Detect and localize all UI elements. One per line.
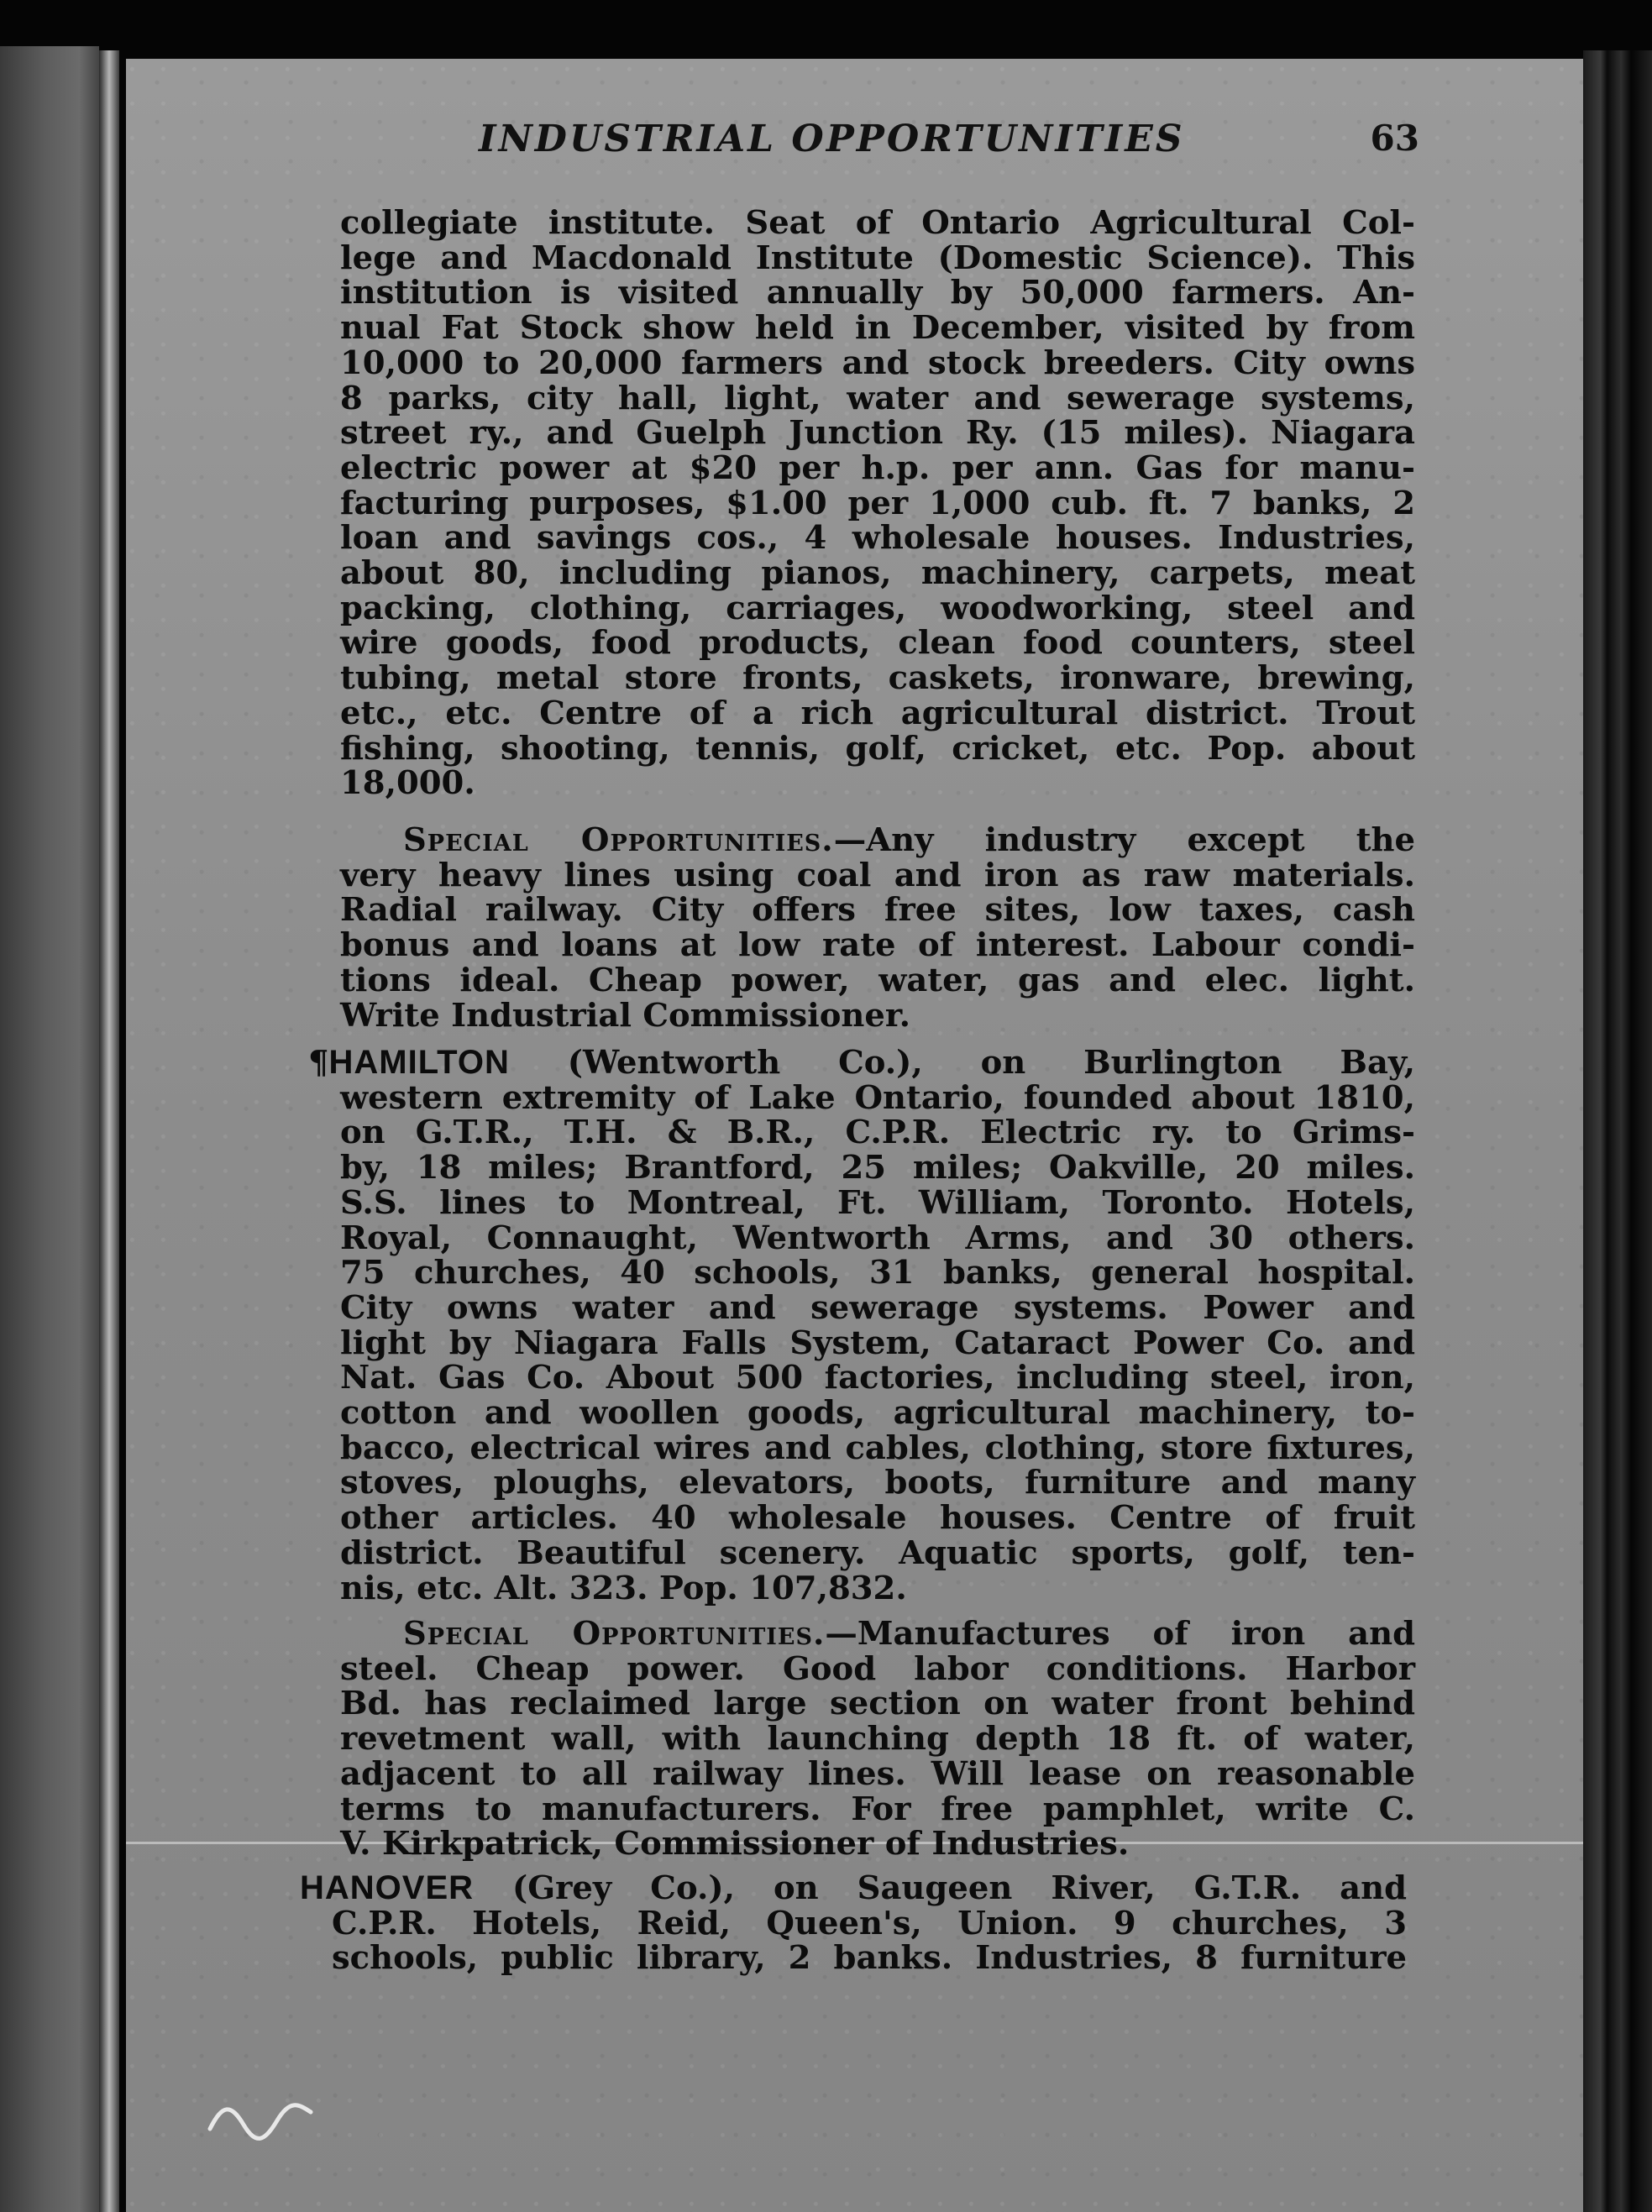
text-line: 8 parks, city hall, light, water and sewerage systems,: [340, 379, 1415, 417]
text-line: tubing, metal store fronts, caskets, ironware, brewing,: [340, 659, 1415, 698]
facing-page-edge: [0, 46, 99, 2212]
text-line: steel. Cheap power. Good labor conditions. Harbor: [340, 1649, 1415, 1688]
text-line: City owns water and sewerage systems. Power and: [340, 1288, 1415, 1327]
text-line: light by Niagara Falls System, Cataract Power Co. and: [340, 1324, 1415, 1362]
special-opportunities-text: —Manufactures of iron and: [825, 1615, 1416, 1653]
text-line: bacco, electrical wires and cables, clothing, store fixtures,: [340, 1428, 1415, 1467]
text-line: V. Kirkpatrick, Commissioner of Industries.: [340, 1825, 1130, 1863]
text-line: western extremity of Lake Ontario, founded about 1810,: [340, 1078, 1415, 1117]
text-line: [340, 823, 1415, 858]
text-line: Write Industrial Commissioner.: [340, 996, 911, 1035]
page-header: [479, 118, 1419, 176]
text-line: nual Fat Stock show held in December, visited by from: [340, 309, 1415, 348]
text-line: 10,000 to 20,000 farmers and stock breeders. City owns: [340, 343, 1415, 382]
text-line: lege and Macdonald Institute (Domestic Science). This: [340, 238, 1415, 277]
text-line: institution is visited annually by 50,000 farmers. An-: [340, 274, 1415, 312]
text-line: wire goods, food products, clean food counters, steel: [340, 624, 1415, 663]
hanover-entry: [300, 1869, 1407, 1978]
text-line: [340, 1617, 1415, 1652]
text-line: Bd. has reclaimed large section on water front behind: [340, 1685, 1415, 1723]
guelph-entry: [340, 206, 1415, 801]
book-gutter: [99, 50, 119, 2212]
scribble-mark: [206, 2095, 315, 2146]
page-stack-edge: [1583, 50, 1652, 2212]
text-line: tions ideal. Cheap power, water, gas and elec. light.: [340, 961, 1415, 999]
text-line: fishing, shooting, tennis, golf, cricket, etc. Pop. about: [340, 729, 1415, 768]
special-opportunities-text: —Any industry except the: [833, 821, 1415, 859]
text-line: revetment wall, with launching depth 18 ft. of water,: [340, 1720, 1415, 1759]
text-line: adjacent to all railway lines. Will lease on reasonable: [340, 1754, 1415, 1793]
text-line: nis, etc. Alt. 323. Pop. 107,832.: [340, 1569, 907, 1607]
text-line: by, 18 miles; Brantford, 25 miles; Oakville, 20 miles.: [340, 1149, 1415, 1187]
text-line: schools, public library, 2 banks. Industries, 8 furniture: [332, 1939, 1407, 1978]
text-line: very heavy lines using coal and iron as raw materials.: [340, 856, 1415, 894]
text-line: other articles. 40 wholesale houses. Centre of fruit: [340, 1499, 1415, 1538]
running-title: INDUSTRIAL OPPORTUNITIES: [479, 118, 1185, 160]
entry-heading-rest: (Wentworth Co.), on Burlington Bay,: [509, 1044, 1415, 1082]
text-line: C.P.R. Hotels, Reid, Queen's, Union. 9 churches, 3: [332, 1904, 1407, 1942]
text-line: Radial railway. City offers free sites, low taxes, cash: [340, 891, 1415, 930]
text-line: 18,000.: [340, 764, 475, 803]
text-line: bonus and loans at low rate of interest. Labour condi-: [340, 926, 1415, 965]
entry-heading-hanover: HANOVER: [300, 1869, 475, 1906]
text-line: facturing purposes, $1.00 per 1,000 cub. ft. 7 banks, 2: [340, 484, 1415, 522]
text-line: electric power at $20 per h.p. per ann. Gas for manu-: [340, 448, 1415, 487]
hamilton-entry: [308, 1044, 1415, 1607]
text-line: about 80, including pianos, machinery, carpets, meat: [340, 554, 1415, 593]
page-number: 63: [1370, 118, 1419, 159]
hamilton-special-opportunities: [340, 1617, 1415, 1862]
guelph-paragraph: [340, 206, 1415, 801]
text-line: on G.T.R., T.H. & B.R., C.P.R. Electric ry. to Grims-: [340, 1114, 1415, 1152]
special-opportunities-label: Special Opportunities.: [403, 821, 834, 859]
entry-heading-hamilton: HAMILTON: [328, 1044, 510, 1081]
text-line: S.S. lines to Montreal, Ft. William, Toronto. Hotels,: [340, 1183, 1415, 1222]
pilcrow-mark: ¶: [308, 1044, 329, 1082]
text-line: collegiate institute. Seat of Ontario Agricultural Col-: [340, 204, 1415, 242]
text-line: Nat. Gas Co. About 500 factories, including steel, iron,: [340, 1359, 1415, 1397]
text-line: etc., etc. Centre of a rich agricultural district. Trout: [340, 694, 1415, 732]
text-line: street ry., and Guelph Junction Ry. (15 miles). Niagara: [340, 414, 1415, 453]
entry-heading-rest: (Grey Co.), on Saugeen River, G.T.R. and: [474, 1869, 1407, 1907]
special-opportunities-label: Special Opportunities.: [403, 1615, 826, 1653]
text-line: loan and savings cos., 4 wholesale houses. Industries,: [340, 519, 1415, 558]
text-line: cotton and woollen goods, agricultural machinery, to-: [340, 1394, 1415, 1433]
text-line: [308, 1046, 1415, 1081]
text-line: 75 churches, 40 schools, 31 banks, general hospital.: [340, 1254, 1415, 1292]
text-line: Royal, Connaught, Wentworth Arms, and 30 others.: [340, 1219, 1415, 1257]
text-line: terms to manufacturers. For free pamphlet, write C.: [340, 1790, 1415, 1828]
text-line: [300, 1871, 1407, 1906]
text-line: district. Beautiful scenery. Aquatic sports, golf, ten-: [340, 1533, 1415, 1572]
guelph-special-opportunities: [340, 823, 1415, 1033]
text-line: stoves, ploughs, elevators, boots, furniture and many: [340, 1464, 1415, 1502]
text-line: packing, clothing, carriages, woodworking, steel and: [340, 589, 1415, 627]
